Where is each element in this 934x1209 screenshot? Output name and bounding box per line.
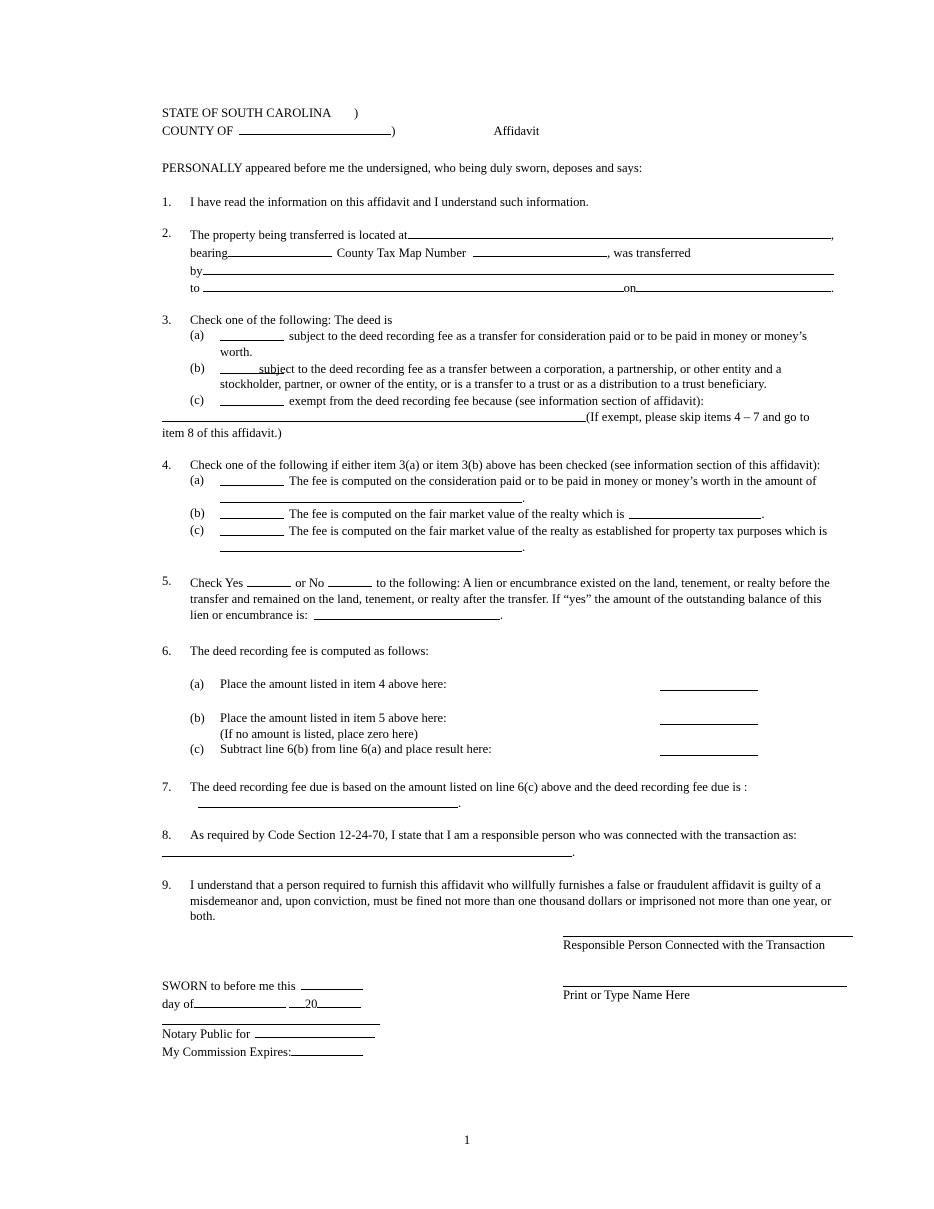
item-3b-label: (b) <box>190 360 205 375</box>
item-6b <box>190 711 834 727</box>
notary-commission-blank[interactable] <box>291 1043 363 1056</box>
item-5-no-blank[interactable] <box>328 574 372 587</box>
item-5-check-yes-label: Check Yes <box>190 576 244 591</box>
item-2-number: 2. <box>162 226 172 241</box>
notary-sworn-row <box>162 977 422 995</box>
item-4b-checkline[interactable] <box>220 506 284 519</box>
item-4c-label: (c) <box>190 522 204 537</box>
item-8-capacity-row <box>162 844 834 861</box>
county-paren: ) <box>391 123 396 138</box>
notary-dayof-label: day of <box>162 996 194 1011</box>
item-3-lead: Check one of the following: The deed is <box>190 312 393 327</box>
state-label: STATE OF SOUTH CAROLINA <box>162 106 332 120</box>
tax-map-number-blank[interactable] <box>473 244 607 257</box>
notary-day-blank[interactable] <box>301 977 363 990</box>
item-4c-text: The fee is computed on the fair market value of the realty as established for property tax purposes which is <box>289 523 828 538</box>
item-4c-checkline[interactable] <box>220 523 284 536</box>
item-3c <box>190 393 834 410</box>
notary-sworn-label: SWORN to before me this <box>162 979 296 993</box>
item-4a-amount-blank[interactable] <box>220 490 522 503</box>
notary-dayof-row <box>162 995 422 1013</box>
item-3c-reason-blank[interactable] <box>162 409 586 422</box>
affidavit-body <box>162 106 834 925</box>
item-3c-label: (c) <box>190 392 204 407</box>
item-9 <box>162 878 834 925</box>
item-6c-text: Subtract line 6(b) from line 6(a) and place result here: <box>220 742 492 757</box>
item-4-number: 4. <box>162 457 172 472</box>
item-4b-label: (b) <box>190 506 205 521</box>
item-4c <box>190 523 834 540</box>
item-8-capacity-blank[interactable] <box>162 844 572 857</box>
bearing-county-blank[interactable] <box>228 244 332 257</box>
signature-block <box>563 936 855 1003</box>
item-6c-amount-line[interactable] <box>660 755 758 756</box>
item-6b-label: (b) <box>190 711 205 726</box>
item-4c-period: . <box>522 540 526 555</box>
item-3a <box>190 328 834 360</box>
transferred-by-blank[interactable] <box>203 262 834 275</box>
item-3c-note: (If exempt, please skip items 4 – 7 and go to item 8 of this affidavit.) <box>162 410 810 440</box>
item-6b-amount-line[interactable] <box>660 724 758 725</box>
item-6a-amount-line[interactable] <box>660 690 758 691</box>
item-8-text: As required by Code Section 12-24-70, I state that I am a responsible person who was connected with the transaction as: <box>190 828 797 842</box>
responsible-person-caption: Responsible Person Connected with the Transaction <box>563 938 825 952</box>
item-6b-note-row <box>190 727 834 743</box>
item-7-number: 7. <box>162 779 172 794</box>
item-1-text: I have read the information on this affidavit and I understand such information. <box>190 194 589 209</box>
by-label: by <box>190 263 203 278</box>
item-9-text: I understand that a person required to furnish this affidavit who willfully furnishes a false or fraudulent affidavit is guilty of a misdemeanor and, upon conviction, must be fined not more than one thousand dollars or imprisoned not more than one year, or both. <box>190 878 832 924</box>
county-blank[interactable] <box>239 122 391 135</box>
item-5-or-no-label: or No <box>295 576 325 591</box>
item-5-yes-blank[interactable] <box>247 574 291 587</box>
state-paren: ) <box>354 106 359 120</box>
item-8-number: 8. <box>162 828 172 842</box>
item-6c-label: (c) <box>190 742 204 757</box>
item-3b <box>190 361 834 393</box>
item-2-line-4 <box>190 279 834 297</box>
item-4a-checkline[interactable] <box>220 473 284 486</box>
item-4a-amount-row <box>190 490 834 507</box>
item-5-text: to the following: A lien or encumbrance existed on the land, tenement, or realty before the transfer and remained on the land, tenement, or realty after the transfer. If “yes” the amount of the outstanding balance of this lien or encumbrance is: <box>190 576 830 623</box>
item-3c-text: exempt from the deed recording fee because (see information section of affidavit): <box>289 393 704 408</box>
notary-public-for-blank[interactable] <box>255 1025 375 1038</box>
notary-twenty-label: 20 <box>304 996 318 1011</box>
notary-public-for-label: Notary Public for <box>162 1027 251 1042</box>
item-5-number: 5. <box>162 574 172 589</box>
state-row <box>162 106 834 122</box>
item-6a <box>190 677 834 693</box>
item-7-amount-row <box>190 795 834 812</box>
item-6b-text: Place the amount listed in item 5 above here: <box>220 711 447 726</box>
page-number: 1 <box>463 1133 471 1147</box>
item-4b-period: . <box>761 507 765 522</box>
item-4c-amount-row <box>190 539 834 556</box>
affidavit-title: Affidavit <box>493 123 540 138</box>
item-6c <box>190 742 834 758</box>
item-6-lead: The deed recording fee is computed as follows: <box>190 643 429 658</box>
item-7-amount-blank[interactable] <box>198 795 458 808</box>
item-4a-label: (a) <box>190 473 204 488</box>
item-7-period: . <box>458 796 462 811</box>
county-row <box>162 122 834 140</box>
item-8-period: . <box>572 844 576 859</box>
intro-paragraph: PERSONALLY appeared before me the undersigned, who being duly sworn, deposes and says: <box>162 161 643 176</box>
item-3c-reason-row <box>162 409 834 441</box>
item-3a-text: subject to the deed recording fee as a transfer for consideration paid or to be paid in money or money’s worth. <box>220 329 807 359</box>
item-1 <box>162 195 834 211</box>
item-6a-label: (a) <box>190 677 204 692</box>
notary-commission-row <box>162 1043 422 1061</box>
header-block <box>162 106 834 139</box>
item-4b <box>190 506 834 523</box>
property-address-blank[interactable] <box>408 226 831 239</box>
item-4a-text: The fee is computed on the consideration paid or to be paid in money or money’s worth in the amount of <box>289 474 817 489</box>
print-name-caption: Print or Type Name Here <box>563 987 690 1002</box>
notary-year-prefix-blank[interactable] <box>289 995 305 1008</box>
item-5 <box>162 574 834 624</box>
item-3 <box>162 313 834 442</box>
notary-year-blank[interactable] <box>317 995 361 1008</box>
transfer-date-blank[interactable] <box>636 279 831 292</box>
item-4a-period: . <box>522 490 526 505</box>
item-4c-amount-blank[interactable] <box>220 539 522 552</box>
item-4b-amount-blank[interactable] <box>629 506 761 519</box>
item-2-lead: The property being transferred is located at <box>190 228 408 243</box>
transferred-to-blank[interactable] <box>203 279 624 292</box>
county-tax-map-label: County Tax Map Number <box>336 245 467 260</box>
item-6b-note: (If no amount is listed, place zero here) <box>220 726 418 741</box>
item-4-lead: Check one of the following if either item 3(a) or item 3(b) above has been checked (see information section of this affidavit): <box>190 457 821 472</box>
county-label: COUNTY OF <box>162 123 234 138</box>
item-2-comma: , <box>830 228 834 243</box>
item-2-line-2 <box>190 244 834 262</box>
item-2-line-1 <box>190 226 834 244</box>
was-transferred-label: , was transferred <box>607 245 691 260</box>
item-5-period: . <box>499 608 504 623</box>
item-5-balance-blank[interactable] <box>314 607 500 620</box>
item-4 <box>162 458 834 557</box>
item-1-number: 1. <box>162 194 172 209</box>
item-3a-label: (a) <box>190 328 204 343</box>
to-label: to <box>190 281 200 296</box>
bearing-label: bearing <box>190 245 228 260</box>
item-6-number: 6. <box>162 643 172 658</box>
notary-commission-label: My Commission Expires: <box>162 1044 292 1059</box>
item-4b-text: The fee is computed on the fair market value of the realty which is <box>289 507 625 522</box>
notary-block <box>162 977 422 1060</box>
item-3-number: 3. <box>162 312 172 327</box>
item-8 <box>162 828 834 860</box>
item-2-line-3 <box>190 262 834 280</box>
item-9-number: 9. <box>162 878 172 893</box>
item-2-period: . <box>830 281 834 296</box>
notary-month-blank[interactable] <box>194 995 286 1008</box>
item-6a-text: Place the amount listed in item 4 above here: <box>220 677 447 692</box>
item-2 <box>162 226 834 296</box>
item-4a <box>190 473 834 490</box>
item-7-text: The deed recording fee due is based on the amount listed on line 6(c) above and the deed recording fee due is : <box>190 779 748 794</box>
item-3b-text: subject to the deed recording fee as a transfer between a corporation, a partnership, or other entity and a stockholder, partner, or owner of the entity, or is a transfer to a trust or as a distribution to a trust beneficiary. <box>220 361 782 392</box>
item-6 <box>162 644 834 758</box>
notary-public-for-row <box>162 1025 422 1043</box>
item-3a-checkline[interactable] <box>220 328 284 341</box>
item-7 <box>162 780 834 812</box>
item-3c-checkline[interactable] <box>220 393 284 406</box>
on-label: on <box>623 281 637 296</box>
